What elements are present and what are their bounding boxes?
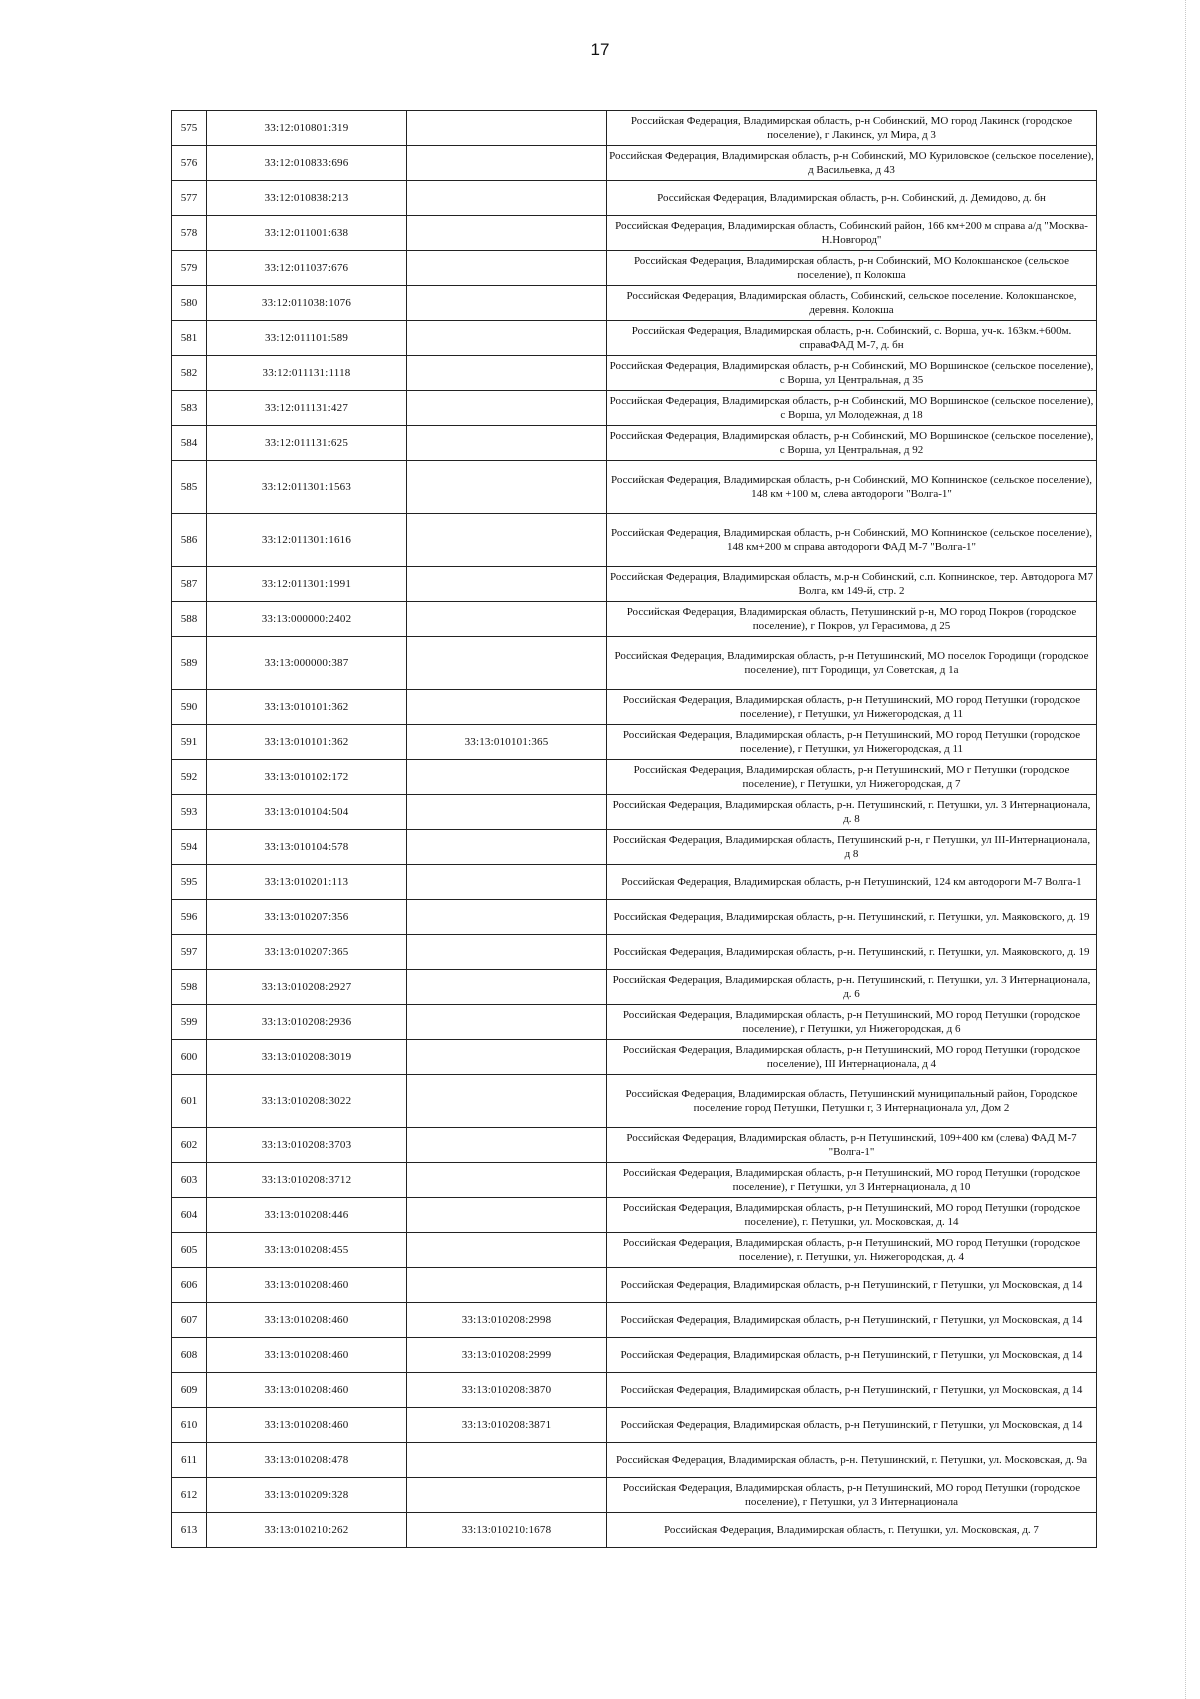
table-row [172, 391, 1097, 426]
row-number: 589 [172, 637, 207, 690]
address-cell: Российская Федерация, Владимирская область, Петушинский р-н, г Петушки, ул III-Интернационала, д 8 [607, 830, 1097, 865]
address-cell: Российская Федерация, Владимирская область, р-н. Собинский, д. Демидово, д. бн [607, 181, 1097, 216]
related-cadastral-number: 33:13:010208:3871 [407, 1408, 607, 1443]
address-cell: Российская Федерация, Владимирская область, р-н Петушинский, МО поселок Городищи (городское поселение), пгт Городищи, ул Советская, д 1а [607, 637, 1097, 690]
address-cell: Российская Федерация, Владимирская область, р-н Петушинский, 109+400 км (слева) ФАД М-7 "Волга-1" [607, 1128, 1097, 1163]
row-number: 590 [172, 690, 207, 725]
address-cell: Российская Федерация, Владимирская область, Петушинский муниципальный район, Городское поселение город Петушки, Петушки г, 3 Интернационала ул, Дом 2 [607, 1075, 1097, 1128]
table-row [172, 1233, 1097, 1268]
table-row [172, 1303, 1097, 1338]
row-number: 598 [172, 970, 207, 1005]
row-number: 602 [172, 1128, 207, 1163]
cadastral-number: 33:12:010838:213 [207, 181, 407, 216]
cadastral-number: 33:12:011001:638 [207, 216, 407, 251]
table-row [172, 111, 1097, 146]
row-number: 610 [172, 1408, 207, 1443]
address-cell: Российская Федерация, Владимирская область, р-н Петушинский, г Петушки, ул Московская, д 14 [607, 1268, 1097, 1303]
cadastral-number: 33:13:010101:362 [207, 725, 407, 760]
address-cell: Российская Федерация, Владимирская область, р-н. Петушинский, г. Петушки, ул. 3 Интернационала, д. 6 [607, 970, 1097, 1005]
cadastral-number: 33:13:010209:328 [207, 1478, 407, 1513]
cadastral-number: 33:12:011301:1563 [207, 461, 407, 514]
table-row [172, 935, 1097, 970]
cadastral-number: 33:13:010208:460 [207, 1268, 407, 1303]
related-cadastral-number: 33:13:010101:365 [407, 725, 607, 760]
related-cadastral-number [407, 1075, 607, 1128]
address-cell: Российская Федерация, Владимирская область, р-н. Петушинский, г. Петушки, ул. Маяковского, д. 19 [607, 935, 1097, 970]
cadastral-registry-table [171, 110, 1097, 1548]
related-cadastral-number [407, 1198, 607, 1233]
address-cell: Российская Федерация, Владимирская область, р-н Петушинский, МО город Петушки (городское поселение), г. Петушки, ул. Московская, д. 14 [607, 1198, 1097, 1233]
table-row [172, 461, 1097, 514]
related-cadastral-number [407, 1163, 607, 1198]
row-number: 588 [172, 602, 207, 637]
table-row [172, 1075, 1097, 1128]
address-cell: Российская Федерация, Владимирская область, р-н Петушинский, МО город Петушки (городское поселение), III Интернационала, д 4 [607, 1040, 1097, 1075]
row-number: 592 [172, 760, 207, 795]
address-cell: Российская Федерация, Владимирская область, р-н Петушинский, г Петушки, ул Московская, д 14 [607, 1373, 1097, 1408]
cadastral-number: 33:12:010801:319 [207, 111, 407, 146]
address-cell: Российская Федерация, Владимирская область, Собинский район, 166 км+200 м справа а/д "Москва-Н.Новгород" [607, 216, 1097, 251]
related-cadastral-number: 33:13:010208:3870 [407, 1373, 607, 1408]
row-number: 584 [172, 426, 207, 461]
cadastral-number: 33:13:010208:446 [207, 1198, 407, 1233]
related-cadastral-number [407, 760, 607, 795]
related-cadastral-number [407, 111, 607, 146]
cadastral-number: 33:13:010104:504 [207, 795, 407, 830]
related-cadastral-number [407, 426, 607, 461]
related-cadastral-number [407, 970, 607, 1005]
cadastral-number: 33:13:010102:172 [207, 760, 407, 795]
row-number: 591 [172, 725, 207, 760]
related-cadastral-number [407, 830, 607, 865]
cadastral-number: 33:13:010208:455 [207, 1233, 407, 1268]
row-number: 587 [172, 567, 207, 602]
table-row [172, 567, 1097, 602]
related-cadastral-number [407, 935, 607, 970]
table-row [172, 900, 1097, 935]
cadastral-number: 33:13:000000:387 [207, 637, 407, 690]
row-number: 604 [172, 1198, 207, 1233]
address-cell: Российская Федерация, Владимирская область, р-н. Собинский, с. Ворша, уч-к. 163км.+600м. справаФАД М-7, д. бн [607, 321, 1097, 356]
related-cadastral-number [407, 1005, 607, 1040]
row-number: 600 [172, 1040, 207, 1075]
related-cadastral-number [407, 1233, 607, 1268]
related-cadastral-number [407, 461, 607, 514]
row-number: 595 [172, 865, 207, 900]
cadastral-number: 33:13:010208:3019 [207, 1040, 407, 1075]
related-cadastral-number [407, 567, 607, 602]
address-cell: Российская Федерация, Владимирская область, р-н Петушинский, МО город Петушки (городское поселение), г Петушки, ул 3 Интернационала [607, 1478, 1097, 1513]
row-number: 581 [172, 321, 207, 356]
scan-edge-dotted-line [1184, 0, 1186, 1699]
address-cell: Российская Федерация, Владимирская область, р-н. Петушинский, г. Петушки, ул. Маяковского, д. 19 [607, 900, 1097, 935]
page-number: 17 [590, 40, 610, 59]
table-row [172, 1513, 1097, 1548]
related-cadastral-number [407, 216, 607, 251]
table-row [172, 321, 1097, 356]
row-number: 578 [172, 216, 207, 251]
cadastral-number: 33:12:011301:1991 [207, 567, 407, 602]
table-row [172, 690, 1097, 725]
table-row [172, 725, 1097, 760]
table-row [172, 426, 1097, 461]
related-cadastral-number [407, 514, 607, 567]
table-row [172, 514, 1097, 567]
address-cell: Российская Федерация, Владимирская область, р-н Петушинский, МО город Петушки (городское поселение), г Петушки, ул 3 Интернационала, д 10 [607, 1163, 1097, 1198]
cadastral-number: 33:13:010208:460 [207, 1408, 407, 1443]
table-row [172, 1163, 1097, 1198]
address-cell: Российская Федерация, Владимирская область, р-н Собинский, МО Куриловское (сельское поселение), д Васильевка, д 43 [607, 146, 1097, 181]
row-number: 586 [172, 514, 207, 567]
address-cell: Российская Федерация, Владимирская область, р-н Петушинский, МО г Петушки (городское поселение), г Петушки, ул Нижегородская, д 7 [607, 760, 1097, 795]
cadastral-number: 33:12:011131:427 [207, 391, 407, 426]
related-cadastral-number [407, 637, 607, 690]
table-row [172, 795, 1097, 830]
related-cadastral-number [407, 286, 607, 321]
address-cell: Российская Федерация, Владимирская область, р-н Собинский, МО Воршинское (сельское поселение), с Ворша, ул Центральная, д 35 [607, 356, 1097, 391]
cadastral-number: 33:13:010208:478 [207, 1443, 407, 1478]
related-cadastral-number [407, 795, 607, 830]
address-cell: Российская Федерация, Владимирская область, р-н Петушинский, МО город Петушки (городское поселение), г Петушки, ул Нижегородская, д 11 [607, 690, 1097, 725]
related-cadastral-number: 33:13:010208:2998 [407, 1303, 607, 1338]
row-number: 606 [172, 1268, 207, 1303]
cadastral-number: 33:13:010101:362 [207, 690, 407, 725]
address-cell: Российская Федерация, Владимирская область, р-н Собинский, МО Колокшанское (сельское поселение), п Колокша [607, 251, 1097, 286]
table-row [172, 286, 1097, 321]
row-number: 613 [172, 1513, 207, 1548]
table-row [172, 1268, 1097, 1303]
cadastral-number: 33:13:000000:2402 [207, 602, 407, 637]
row-number: 603 [172, 1163, 207, 1198]
table-row [172, 865, 1097, 900]
address-cell: Российская Федерация, Владимирская область, р-н Собинский, МО город Лакинск (городское поселение), г Лакинск, ул Мира, д 3 [607, 111, 1097, 146]
related-cadastral-number [407, 1268, 607, 1303]
table-row [172, 216, 1097, 251]
related-cadastral-number [407, 146, 607, 181]
cadastral-number: 33:12:011037:676 [207, 251, 407, 286]
table-row [172, 602, 1097, 637]
cadastral-number: 33:13:010208:460 [207, 1373, 407, 1408]
cadastral-number: 33:13:010201:113 [207, 865, 407, 900]
table-row [172, 1128, 1097, 1163]
row-number: 605 [172, 1233, 207, 1268]
address-cell: Российская Федерация, Владимирская область, р-н Собинский, МО Копнинское (сельское поселение), 148 км+200 м справа автодороги ФАД М-7 "Волга-1" [607, 514, 1097, 567]
table-row [172, 1373, 1097, 1408]
table-row [172, 637, 1097, 690]
cadastral-number: 33:12:011301:1616 [207, 514, 407, 567]
row-number: 594 [172, 830, 207, 865]
address-cell: Российская Федерация, Владимирская область, р-н Петушинский, г Петушки, ул Московская, д 14 [607, 1303, 1097, 1338]
address-cell: Российская Федерация, Владимирская область, р-н Петушинский, 124 км автодороги М-7 Волга-1 [607, 865, 1097, 900]
related-cadastral-number [407, 1443, 607, 1478]
cadastral-number: 33:13:010210:262 [207, 1513, 407, 1548]
address-cell: Российская Федерация, Владимирская область, р-н. Петушинский, г. Петушки, ул. Московская, д. 9а [607, 1443, 1097, 1478]
cadastral-number: 33:12:010833:696 [207, 146, 407, 181]
table-row [172, 251, 1097, 286]
row-number: 611 [172, 1443, 207, 1478]
table-row [172, 1005, 1097, 1040]
cadastral-number: 33:13:010207:356 [207, 900, 407, 935]
related-cadastral-number [407, 1040, 607, 1075]
table-row [172, 356, 1097, 391]
address-cell: Российская Федерация, Владимирская область, р-н Петушинский, МО город Петушки (городское поселение), г Петушки, ул Нижегородская, д 11 [607, 725, 1097, 760]
cadastral-number: 33:13:010208:460 [207, 1338, 407, 1373]
address-cell: Российская Федерация, Владимирская область, р-н Собинский, МО Копнинское (сельское поселение), 148 км +100 м, слева автодороги "Волга-1" [607, 461, 1097, 514]
related-cadastral-number [407, 900, 607, 935]
row-number: 608 [172, 1338, 207, 1373]
related-cadastral-number [407, 602, 607, 637]
address-cell: Российская Федерация, Владимирская область, Собинский, сельское поселение. Колокшанское, деревня. Колокша [607, 286, 1097, 321]
address-cell: Российская Федерация, Владимирская область, м.р-н Собинский, с.п. Копнинское, тер. Автодорога М7 Волга, км 149-й, стр. 2 [607, 567, 1097, 602]
table-row [172, 1478, 1097, 1513]
address-cell: Российская Федерация, Владимирская область, р-н Петушинский, г Петушки, ул Московская, д 14 [607, 1408, 1097, 1443]
table-row [172, 1338, 1097, 1373]
related-cadastral-number [407, 391, 607, 426]
cadastral-number: 33:12:011101:589 [207, 321, 407, 356]
table-row [172, 970, 1097, 1005]
registry-table-body [172, 111, 1097, 1548]
cadastral-number: 33:13:010104:578 [207, 830, 407, 865]
address-cell: Российская Федерация, Владимирская область, р-н Собинский, МО Воршинское (сельское поселение), с Ворша, ул Молодежная, д 18 [607, 391, 1097, 426]
related-cadastral-number [407, 1128, 607, 1163]
table-row [172, 181, 1097, 216]
table-row [172, 1443, 1097, 1478]
row-number: 609 [172, 1373, 207, 1408]
row-number: 575 [172, 111, 207, 146]
table-row [172, 1198, 1097, 1233]
table-row [172, 1040, 1097, 1075]
cadastral-number: 33:13:010207:365 [207, 935, 407, 970]
row-number: 601 [172, 1075, 207, 1128]
table-row [172, 1408, 1097, 1443]
cadastral-number: 33:13:010208:460 [207, 1303, 407, 1338]
related-cadastral-number [407, 321, 607, 356]
cadastral-number: 33:13:010208:3022 [207, 1075, 407, 1128]
cadastral-number: 33:13:010208:3703 [207, 1128, 407, 1163]
address-cell: Российская Федерация, Владимирская область, р-н. Петушинский, г. Петушки, ул. 3 Интернационала, д. 8 [607, 795, 1097, 830]
address-cell: Российская Федерация, Владимирская область, р-н Собинский, МО Воршинское (сельское поселение), с Ворша, ул Центральная, д 92 [607, 426, 1097, 461]
row-number: 596 [172, 900, 207, 935]
cadastral-number: 33:12:011131:625 [207, 426, 407, 461]
row-number: 607 [172, 1303, 207, 1338]
address-cell: Российская Федерация, Владимирская область, г. Петушки, ул. Московская, д. 7 [607, 1513, 1097, 1548]
address-cell: Российская Федерация, Владимирская область, р-н Петушинский, МО город Петушки (городское поселение), г. Петушки, ул. Нижегородская, д. 4 [607, 1233, 1097, 1268]
row-number: 583 [172, 391, 207, 426]
related-cadastral-number [407, 181, 607, 216]
related-cadastral-number: 33:13:010208:2999 [407, 1338, 607, 1373]
row-number: 582 [172, 356, 207, 391]
address-cell: Российская Федерация, Владимирская область, р-н Петушинский, МО город Петушки (городское поселение), г Петушки, ул Нижегородская, д 6 [607, 1005, 1097, 1040]
address-cell: Российская Федерация, Владимирская область, р-н Петушинский, г Петушки, ул Московская, д 14 [607, 1338, 1097, 1373]
related-cadastral-number [407, 865, 607, 900]
related-cadastral-number [407, 356, 607, 391]
related-cadastral-number: 33:13:010210:1678 [407, 1513, 607, 1548]
row-number: 599 [172, 1005, 207, 1040]
row-number: 580 [172, 286, 207, 321]
row-number: 577 [172, 181, 207, 216]
address-cell: Российская Федерация, Владимирская область, Петушинский р-н, МО город Покров (городское поселение), г Покров, ул Герасимова, д 25 [607, 602, 1097, 637]
row-number: 585 [172, 461, 207, 514]
cadastral-number: 33:12:011131:1118 [207, 356, 407, 391]
row-number: 579 [172, 251, 207, 286]
related-cadastral-number [407, 251, 607, 286]
table-row [172, 146, 1097, 181]
table-row [172, 830, 1097, 865]
row-number: 576 [172, 146, 207, 181]
row-number: 597 [172, 935, 207, 970]
cadastral-number: 33:13:010208:2927 [207, 970, 407, 1005]
related-cadastral-number [407, 1478, 607, 1513]
related-cadastral-number [407, 690, 607, 725]
cadastral-number: 33:12:011038:1076 [207, 286, 407, 321]
row-number: 612 [172, 1478, 207, 1513]
row-number: 593 [172, 795, 207, 830]
cadastral-number: 33:13:010208:3712 [207, 1163, 407, 1198]
cadastral-number: 33:13:010208:2936 [207, 1005, 407, 1040]
table-row [172, 760, 1097, 795]
